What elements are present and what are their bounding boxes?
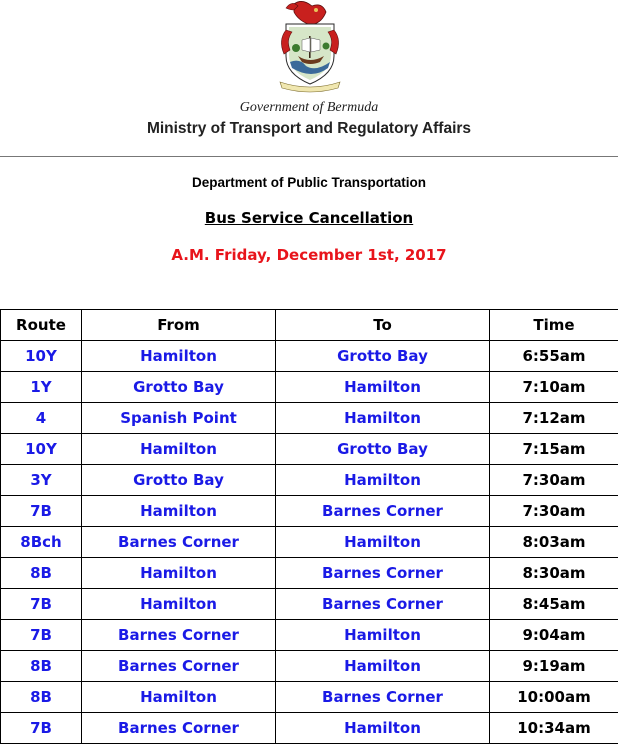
from-cell: Barnes Corner xyxy=(82,620,276,651)
table-row xyxy=(1,403,618,434)
to-cell: Hamilton xyxy=(276,465,490,496)
time-cell: 8:45am xyxy=(490,589,618,620)
time-cell: 9:19am xyxy=(490,651,618,682)
table-header-row xyxy=(1,310,618,341)
to-cell: Hamilton xyxy=(276,620,490,651)
header-time: Time xyxy=(490,310,618,341)
notice-title: Bus Service Cancellation xyxy=(204,209,414,227)
from-cell: Spanish Point xyxy=(82,403,276,434)
table-row xyxy=(1,558,618,589)
time-cell: 7:30am xyxy=(490,496,618,527)
route-cell: 4 xyxy=(1,403,82,434)
from-cell: Grotto Bay xyxy=(82,465,276,496)
from-cell: Hamilton xyxy=(82,434,276,465)
table-row xyxy=(1,682,618,713)
route-cell: 7B xyxy=(1,713,82,744)
from-cell: Grotto Bay xyxy=(82,372,276,403)
route-cell: 10Y xyxy=(1,341,82,372)
time-cell: 9:04am xyxy=(490,620,618,651)
header-to: To xyxy=(276,310,490,341)
route-cell: 8B xyxy=(1,558,82,589)
to-cell: Hamilton xyxy=(276,527,490,558)
from-cell: Hamilton xyxy=(82,341,276,372)
time-cell: 6:55am xyxy=(490,341,618,372)
from-cell: Barnes Corner xyxy=(82,713,276,744)
route-cell: 7B xyxy=(1,589,82,620)
to-cell: Hamilton xyxy=(276,651,490,682)
route-cell: 7B xyxy=(1,496,82,527)
table-row xyxy=(1,465,618,496)
ministry-name: Ministry of Transport and Regulatory Affairs xyxy=(146,120,472,137)
table-row xyxy=(1,713,618,744)
from-cell: Barnes Corner xyxy=(82,651,276,682)
to-cell: Hamilton xyxy=(276,372,490,403)
cancellation-table xyxy=(0,309,618,744)
header-from: From xyxy=(82,310,276,341)
route-cell: 1Y xyxy=(1,372,82,403)
to-cell: Barnes Corner xyxy=(276,496,490,527)
table-row xyxy=(1,527,618,558)
to-cell: Barnes Corner xyxy=(276,589,490,620)
from-cell: Hamilton xyxy=(82,682,276,713)
header-divider xyxy=(0,156,618,157)
time-cell: 7:10am xyxy=(490,372,618,403)
header-route: Route xyxy=(1,310,82,341)
table-row xyxy=(1,434,618,465)
to-cell: Hamilton xyxy=(276,713,490,744)
route-cell: 8B xyxy=(1,651,82,682)
time-cell: 10:34am xyxy=(490,713,618,744)
to-cell: Grotto Bay xyxy=(276,434,490,465)
table-row xyxy=(1,589,618,620)
time-cell: 8:30am xyxy=(490,558,618,589)
time-cell: 8:03am xyxy=(490,527,618,558)
time-cell: 7:12am xyxy=(490,403,618,434)
government-name: Government of Bermuda xyxy=(239,100,379,115)
to-cell: Grotto Bay xyxy=(276,341,490,372)
route-cell: 7B xyxy=(1,620,82,651)
table-row xyxy=(1,341,618,372)
table-row xyxy=(1,651,618,682)
table-row xyxy=(1,372,618,403)
to-cell: Hamilton xyxy=(276,403,490,434)
from-cell: Hamilton xyxy=(82,589,276,620)
department-name: Department of Public Transportation xyxy=(191,175,427,190)
from-cell: Barnes Corner xyxy=(82,527,276,558)
bermuda-coat-of-arms xyxy=(272,0,348,94)
route-cell: 3Y xyxy=(1,465,82,496)
time-cell: 10:00am xyxy=(490,682,618,713)
route-cell: 8Bch xyxy=(1,527,82,558)
route-cell: 8B xyxy=(1,682,82,713)
table-row xyxy=(1,620,618,651)
table-row xyxy=(1,496,618,527)
time-cell: 7:30am xyxy=(490,465,618,496)
notice-date: A.M. Friday, December 1st, 2017 xyxy=(171,246,447,264)
from-cell: Hamilton xyxy=(82,558,276,589)
to-cell: Barnes Corner xyxy=(276,682,490,713)
to-cell: Barnes Corner xyxy=(276,558,490,589)
time-cell: 7:15am xyxy=(490,434,618,465)
from-cell: Hamilton xyxy=(82,496,276,527)
route-cell: 10Y xyxy=(1,434,82,465)
